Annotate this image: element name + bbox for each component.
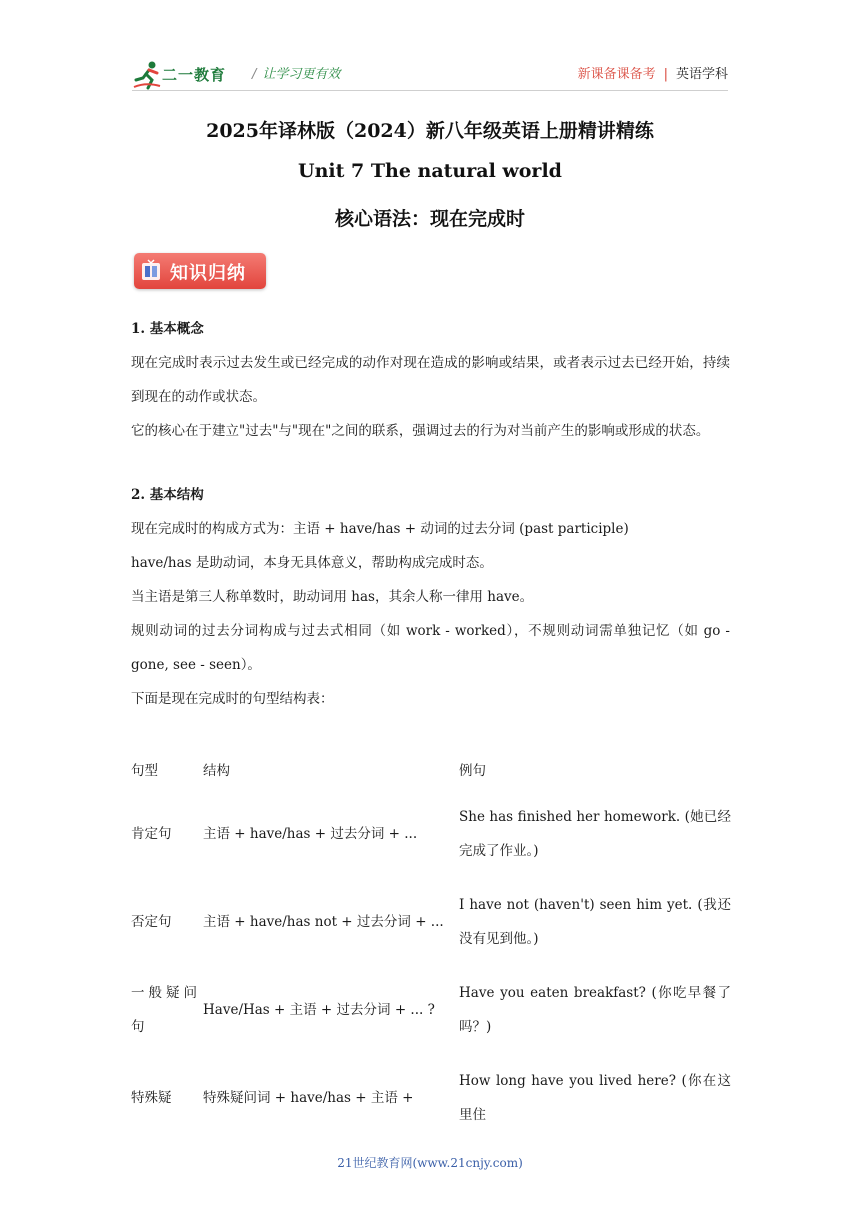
badge-label: 知识归纳: [170, 263, 246, 284]
paragraph: 当主语是第三人称单数时，助动词用 has，其余人称一律用 have。: [131, 589, 534, 605]
table-row: [131, 878, 731, 966]
table-cell: 特殊疑: [131, 1090, 172, 1106]
logo: [132, 58, 244, 90]
sentence-structure-table: [131, 752, 731, 1142]
table-cell: 一般疑问句: [131, 985, 197, 1035]
table-cell: I have not (haven't) seen him yet. (我还没有见到他。): [459, 897, 731, 947]
header-right: [578, 63, 728, 82]
doc-title: 2025年译林版（2024）新八年级英语上册精讲精练: [206, 120, 654, 142]
paragraph: 它的核心在于建立"过去"与"现在"之间的联系，强调过去的行为对当前产生的影响或形成的状态。: [131, 423, 710, 439]
knowledge-badge: [134, 253, 266, 289]
header-course-label: 新课备课备考: [577, 67, 656, 82]
page-footer: 21世纪教育网(www.21cnjy.com): [337, 1156, 523, 1170]
main-content: [131, 312, 730, 716]
table-row: [131, 966, 731, 1054]
table-cell: 肯定句: [131, 826, 172, 842]
slogan: [252, 63, 340, 82]
table-cell: 主语 + have/has not + 过去分词 + ...: [203, 914, 444, 930]
table-header-row: [131, 752, 731, 790]
header-subject: 英语学科: [675, 67, 728, 82]
topic-title: 核心语法：现在完成时: [334, 208, 525, 230]
table-header-cell: 结构: [203, 763, 230, 779]
runner-logo-icon: [132, 60, 162, 90]
paragraph: 下面是现在完成时的句型结构表：: [131, 691, 334, 707]
paragraph: 规则动词的过去分词构成与过去式相同（如 work - worked），不规则动词需单独记忆（如 go - gone, see - seen）。: [131, 623, 730, 673]
slogan-text: 让学习更有效: [262, 67, 341, 82]
unit-title: Unit 7 The natural world: [298, 160, 562, 182]
page-header: [132, 58, 728, 92]
book-icon: [140, 259, 162, 283]
table-cell: She has finished her homework. (她已经完成了作业。): [459, 809, 731, 859]
section-1-heading: 1. 基本概念: [131, 321, 204, 337]
table-cell: 否定句: [131, 914, 172, 930]
section-2-heading: 2. 基本结构: [131, 487, 204, 503]
paragraph: have/has 是助动词，本身无具体意义，帮助构成完成时态。: [131, 555, 493, 571]
slogan-slash: /: [252, 67, 257, 82]
paragraph: 现在完成时表示过去发生或已经完成的动作对现在造成的影响或结果，或者表示过去已经开始，持续到现在的动作或状态。: [131, 355, 730, 405]
table-row: [131, 1054, 731, 1142]
paragraph: 现在完成时的构成方式为：主语 + have/has + 动词的过去分词 (past participle): [131, 521, 629, 537]
table-cell: How long have you lived here? (你在这里住: [459, 1073, 731, 1123]
header-separator: |: [663, 67, 668, 82]
table-cell: 主语 + have/has + 过去分词 + ...: [203, 826, 418, 842]
table-header-cell: 例句: [459, 763, 486, 779]
logo-text: 二一教育: [162, 66, 227, 84]
header-divider: [132, 90, 728, 91]
table-cell: Have you eaten breakfast? (你吃早餐了吗？): [459, 985, 731, 1035]
table-cell: Have/Has + 主语 + 过去分词 + ... ?: [203, 1002, 435, 1018]
table-header-cell: 句型: [131, 763, 158, 779]
table-cell: 特殊疑问词 + have/has + 主语 +: [203, 1090, 414, 1106]
table-row: [131, 790, 731, 878]
